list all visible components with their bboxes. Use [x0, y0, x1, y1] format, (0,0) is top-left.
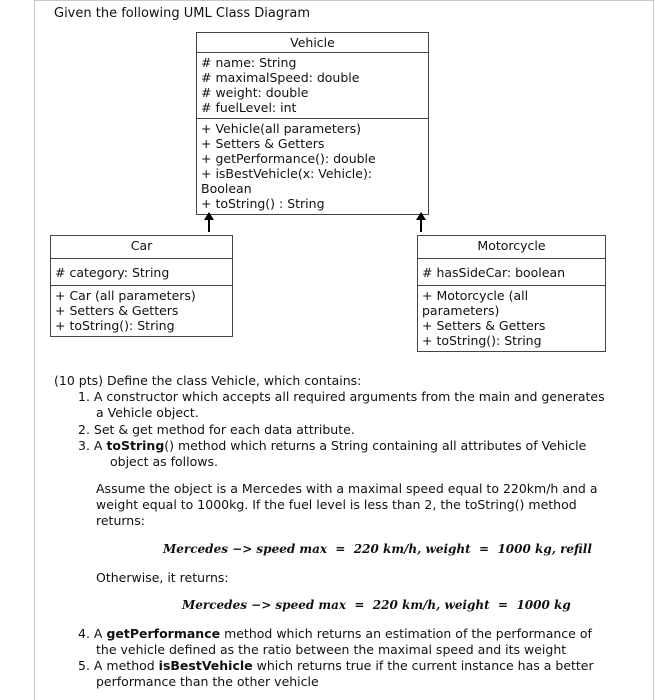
task-intro: (10 pts) Define the class Vehicle, which contains:	[54, 373, 362, 388]
task-item-5-post: which returns true if the current instance has a better	[252, 658, 594, 673]
vehicle-attr: # name: String	[201, 55, 297, 70]
motorcycle-attributes	[418, 258, 605, 285]
inheritance-arrow-motorcycle-icon	[415, 212, 427, 232]
uml-class-car	[50, 235, 233, 337]
car-methods	[51, 285, 232, 336]
task-item-4-post: method which returns an estimation of the performance of	[220, 626, 592, 641]
assume-line-1: Assume the object is a Mercedes with a maximal speed equal to 220km/h and a	[96, 481, 598, 496]
motorcycle-methods	[418, 285, 605, 351]
vehicle-attributes	[197, 52, 428, 118]
vehicle-method: + Vehicle(all parameters)	[201, 121, 361, 136]
vehicle-method: + getPerformance(): double	[201, 151, 376, 166]
car-attributes	[51, 258, 232, 285]
task-item-4	[78, 626, 592, 642]
question-title: Given the following UML Class Diagram	[54, 6, 311, 21]
assume-line-3: returns:	[96, 513, 145, 528]
formula-normal: Mercedes −> speed max = 220 km/h, weight = 1000 kg	[182, 598, 571, 612]
vehicle-method: Boolean	[201, 181, 252, 196]
motorcycle-method: + toString(): String	[422, 333, 542, 348]
vehicle-attr: # weight: double	[201, 85, 309, 100]
task-item-3-pre: 3. A	[78, 438, 107, 453]
vehicle-attr: # maximalSpeed: double	[201, 70, 360, 85]
vehicle-attr: # fuelLevel: int	[201, 100, 297, 115]
car-attr: # category: String	[55, 265, 170, 280]
motorcycle-attr: # hasSideCar: boolean	[422, 265, 566, 280]
car-method: + Setters & Getters	[55, 303, 179, 318]
vehicle-method: + toString() : String	[201, 196, 325, 211]
task-item-4-cont: the vehicle defined as the ratio between the maximal speed and its weight	[96, 642, 567, 657]
vehicle-method: + isBestVehicle(x: Vehicle):	[201, 166, 373, 181]
task-item-5-pre: 5. A method	[78, 658, 159, 673]
car-class-name: Car	[130, 238, 153, 253]
task-item-4-bold: getPerformance	[106, 626, 221, 641]
task-item-1: 1. A constructor which accepts all required arguments from the main and generates	[78, 389, 605, 404]
motorcycle-method: + Motorcycle (all	[422, 288, 529, 303]
otherwise-text: Otherwise, it returns:	[96, 570, 229, 585]
formula-refill: Mercedes −> speed max = 220 km/h, weight = 1000 kg, refill	[163, 542, 592, 556]
uml-class-vehicle	[196, 32, 429, 215]
vehicle-class-name: Vehicle	[290, 35, 335, 50]
inheritance-arrow-car-icon	[203, 212, 215, 232]
assume-line-2: weight equal to 1000kg. If the fuel level is less than 2, the toString() method	[96, 497, 577, 512]
task-item-3-cont: object as follows.	[110, 454, 218, 469]
task-item-5	[78, 658, 594, 674]
vehicle-method: + Setters & Getters	[201, 136, 325, 151]
uml-class-motorcycle	[417, 235, 606, 352]
car-method: + Car (all parameters)	[55, 288, 196, 303]
task-item-1-cont: a Vehicle object.	[96, 405, 199, 420]
task-item-3-post: () method which returns a String containing all attributes of Vehicle	[164, 438, 587, 453]
task-item-4-pre: 4. A	[78, 626, 107, 641]
task-item-3	[78, 438, 586, 454]
task-item-5-bold: isBestVehicle	[158, 658, 253, 673]
car-method: + toString(): String	[55, 318, 175, 333]
vehicle-methods	[197, 118, 428, 214]
motorcycle-method: + Setters & Getters	[422, 318, 546, 333]
task-item-3-bold: toString	[106, 438, 165, 453]
motorcycle-class-name: Motorcycle	[477, 238, 546, 253]
task-item-2: 2. Set & get method for each data attribute.	[78, 422, 355, 437]
motorcycle-method: parameters)	[422, 303, 500, 318]
task-item-5-cont: performance than the other vehicle	[96, 674, 319, 689]
